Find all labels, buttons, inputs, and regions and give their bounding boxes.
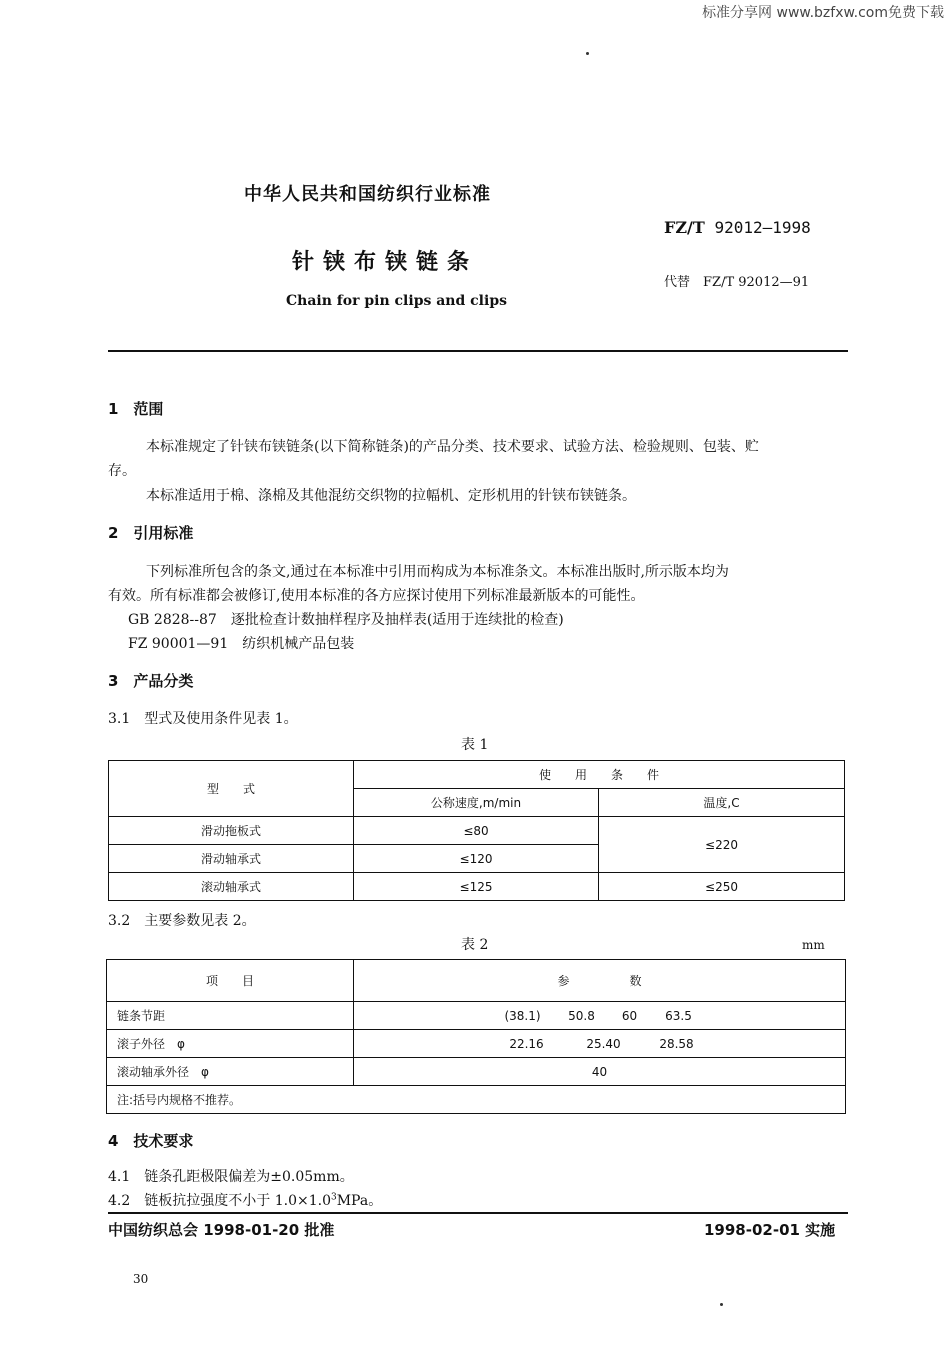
document-title-en: Chain for pin clips and clips [286,293,507,309]
standard-code-prefix: FZ/T [664,218,705,237]
table-1-cell-speed: ≤120 [354,845,599,873]
section-2-heading: 2 引用标准 [108,524,194,542]
footer-divider [108,1212,848,1214]
table-1-cell-speed: ≤125 [354,873,599,901]
clause-4-2-unit: MPa。 [336,1193,383,1209]
scan-speck [720,1303,723,1306]
table-2-value: 40 [591,1064,608,1079]
table-2-value: 63.5 [665,1008,692,1023]
table-2-value: 28.58 [659,1036,694,1051]
watermark: 标准分享网 www.bzfxw.com免费下载 [702,5,944,21]
table-2-value: (38.1) [504,1008,541,1023]
table-1-cell-type: 滑动轴承式 [109,845,354,873]
table-1 [108,760,845,901]
clause-3-2: 3.2 主要参数见表 2。 [108,913,256,929]
table-2-unit: mm [802,938,825,952]
table-2-cell-values [354,1002,846,1030]
scan-speck [586,52,589,55]
table-1-cell-temperature: ≤250 [599,873,845,901]
replaces-label: 代替 [664,275,691,290]
section-2-paragraph-line-2: 有效。所有标准都会被修订,使用本标准的各方应探讨使用下列标准最新版本的可能性。 [108,588,645,604]
reference-gb2828: GB 2828--87 逐批检查计数抽样程序及抽样表(适用于连续批的检查) [128,612,564,628]
standard-code [664,218,811,237]
table-1-cell-type: 滑动拖板式 [109,817,354,845]
replaces-code: FZ/T 92012—91 [703,275,810,290]
table-2-value: 50.8 [568,1008,595,1023]
issuing-organization: 中华人民共和国纺织行业标准 [244,184,491,205]
section-1-paragraph-1-line-2: 存。 [108,463,136,479]
clause-4-1: 4.1 链条孔距极限偏差为±0.05mm。 [108,1169,354,1185]
table-2-cell-values [354,1058,846,1086]
table-1-header-conditions: 使 用 条 件 [354,761,845,789]
replaces-standard [664,271,809,290]
table-1-caption: 表 1 [461,737,489,753]
page-number: 30 [133,1272,149,1286]
approval-date: 中国纺织总会 1998-01-20 批准 [108,1221,335,1239]
table-2-cell-values [354,1030,846,1058]
header-divider [108,350,848,352]
table-2-header-parameters: 参 数 [354,960,846,1002]
reference-fz90001: FZ 90001—91 纺织机械产品包装 [128,636,355,652]
clause-4-2 [108,1190,382,1210]
table-2-cell-item: 链条节距 [107,1002,354,1030]
table-2-note: 注:括号内规格不推荐。 [107,1086,846,1114]
section-3-heading: 3 产品分类 [108,672,194,690]
table-2-value: 22.16 [509,1036,544,1051]
section-2-paragraph-line-1: 下列标准所包含的条文,通过在本标准中引用而构成为本标准条文。本标准出版时,所示版本均为 [146,564,729,580]
section-4-heading: 4 技术要求 [108,1132,194,1150]
standard-code-number: 92012—1998 [714,218,811,237]
table-1-cell-temperature-merged: ≤220 [599,817,845,873]
section-1-paragraph-1-line-1: 本标准规定了针铗布铗链条(以下简称链条)的产品分类、技术要求、试验方法、检验规则、包装、贮 [146,439,759,455]
table-2-value: 60 [621,1008,638,1023]
table-2-cell-item: 滚动轴承外径 φ [107,1058,354,1086]
effective-date: 1998-02-01 实施 [704,1221,836,1239]
table-2-header-item: 项 目 [107,960,354,1002]
table-2 [106,959,846,1114]
table-1-header-temperature: 温度,C [599,789,845,817]
clause-4-2-exponent: 3 [330,1192,337,1203]
table-1-cell-speed: ≤80 [354,817,599,845]
table-1-cell-type: 滚动轴承式 [109,873,354,901]
table-2-caption: 表 2 [461,937,489,953]
table-1-header-type: 型 式 [109,761,354,817]
document-title-cn: 针铗布铗链条 [292,250,479,275]
clause-4-2-text: 4.2 链板抗拉强度不小于 1.0×1.0 [108,1193,331,1209]
section-1-paragraph-2: 本标准适用于棉、涤棉及其他混纺交织物的拉幅机、定形机用的针铗布铗链条。 [146,488,636,504]
section-1-heading: 1 范围 [108,400,164,418]
table-2-cell-item: 滚子外径 φ [107,1030,354,1058]
clause-3-1: 3.1 型式及使用条件见表 1。 [108,711,298,727]
table-2-value: 25.40 [586,1036,621,1051]
table-1-header-speed: 公称速度,m/min [354,789,599,817]
